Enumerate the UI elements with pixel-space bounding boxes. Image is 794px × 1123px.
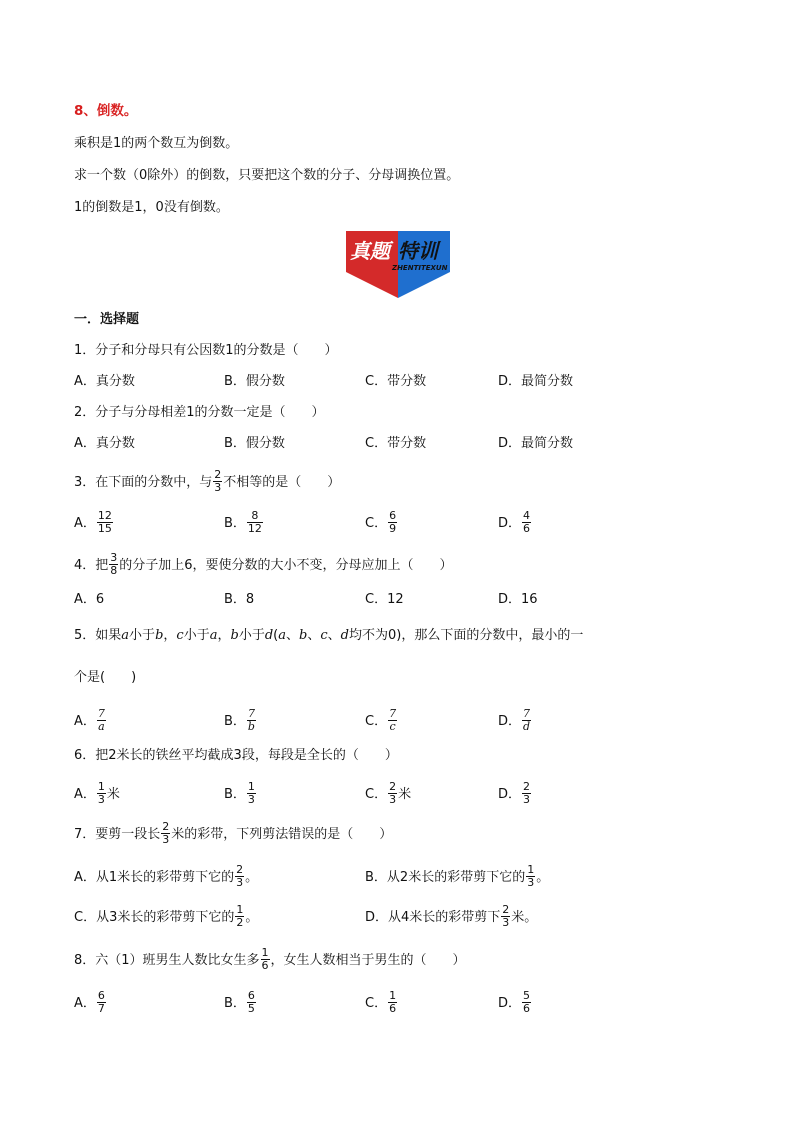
q8-option-a[interactable]: A． $\frac{6}{7}$ [74,989,105,1015]
question-5-line-2: 个是( ) [74,670,137,685]
q2-option-d[interactable]: D．最简分数 [498,436,574,451]
section-title: 一．选择题 [74,312,140,327]
q6-option-d[interactable]: D． $\frac{2}{3}$ [498,780,531,806]
q6-option-c[interactable]: C． $\frac{2}{3}$ 米 [365,780,412,806]
svg-text:特训: 特训 [398,239,438,263]
question-1: 1．分子和分母只有公因数1的分数是（ ） [74,343,338,358]
q5-option-c[interactable]: C． $\frac{7}{c}$ [365,707,397,733]
q4-option-b[interactable]: B．8 [224,592,255,607]
q3-text-post: 不相等的是（ ） [223,475,341,490]
question-7: 7．要剪一段长 $\frac{2}{3}$ 米的彩带，下列剪法错误的是（ ） [74,820,393,846]
intro-line-3: 1的倒数是1，0没有倒数。 [74,200,229,215]
q2-option-b[interactable]: B．假分数 [224,436,285,451]
q3-option-b[interactable]: B． $\frac{8}{12}$ [224,509,262,535]
q8-option-d[interactable]: D． $\frac{5}{6}$ [498,989,531,1015]
question-4: 4．把 $\frac{3}{8}$ 的分子加上6，要使分数的大小不变，分母应加上（ ） [74,551,453,577]
question-3 [74,470,340,495]
q8-option-b[interactable]: B． $\frac{6}{5}$ [224,989,255,1015]
intro-line-1: 乘积是1的两个数互为倒数。 [74,136,239,151]
section-heading: 8、倒数。 [74,103,138,119]
q7-option-b[interactable]: B．从2米长的彩带剪下它的 $\frac{1}{3}$ 。 [365,863,550,889]
q1-option-a[interactable]: A．真分数 [74,374,135,389]
q5-option-d[interactable]: D． $\frac{7}{d}$ [498,707,531,733]
q3-option-a[interactable]: A． $\frac{12}{15}$ [74,509,112,535]
question-8: 8．六（1）班男生人数比女生多 $\frac{1}{6}$ ，女生人数相当于男生的（ ） [74,946,466,972]
svg-text:ZHENTITEXUN: ZHENTITEXUN [392,264,448,272]
q3-text-pre: 3．在下面的分数中，与 [74,475,213,490]
q7-option-a[interactable]: A．从1米长的彩带剪下它的 $\frac{2}{3}$ 。 [74,863,259,889]
q7-option-c[interactable]: C．从3米长的彩带剪下它的 $\frac{1}{2}$ 。 [74,903,259,929]
q5-option-a[interactable]: A． $\frac{7}{a}$ [74,707,105,733]
q7-fraction: $\frac{2}{3}$ [162,820,170,846]
intro-line-2: 求一个数（0除外）的倒数，只要把这个数的分子、分母调换位置。 [74,168,460,183]
q2-option-a[interactable]: A．真分数 [74,436,135,451]
q3-fraction: $\frac{2}{3}$ [214,468,222,494]
q4-option-d[interactable]: D．16 [498,592,538,607]
question-5: 5．如果a小于b，c小于a，b小于d(a、b、c、d均不为0)，那么下面的分数中，最小的一 [74,628,584,643]
zhentitexun-logo [344,228,450,298]
q8-fraction: $\frac{1}{6}$ [261,946,269,972]
q6-option-b[interactable]: B． $\frac{1}{3}$ [224,780,255,806]
q1-option-c[interactable]: C．带分数 [365,374,427,389]
q2-option-c[interactable]: C．带分数 [365,436,427,451]
question-6: 6．把2米长的铁丝平均截成3段，每段是全长的（ ） [74,748,398,763]
q3-option-c[interactable]: C． $\frac{6}{9}$ [365,509,397,535]
svg-text:真题: 真题 [350,239,390,263]
q8-option-c[interactable]: C． $\frac{1}{6}$ [365,989,397,1015]
q4-fraction: $\frac{3}{8}$ [110,551,118,577]
q6-option-a[interactable]: A． $\frac{1}{3}$ 米 [74,780,120,806]
q7-option-d[interactable]: D．从4米长的彩带剪下 $\frac{2}{3}$ 米。 [365,903,538,929]
q5-option-b[interactable]: B． $\frac{7}{b}$ [224,707,255,733]
q4-option-c[interactable]: C．12 [365,592,404,607]
q1-option-d[interactable]: D．最简分数 [498,374,574,389]
q4-option-a[interactable]: A．6 [74,592,105,607]
question-2: 2．分子与分母相差1的分数一定是（ ） [74,405,325,420]
q3-option-d[interactable]: D． $\frac{4}{6}$ [498,509,531,535]
q1-option-b[interactable]: B．假分数 [224,374,285,389]
